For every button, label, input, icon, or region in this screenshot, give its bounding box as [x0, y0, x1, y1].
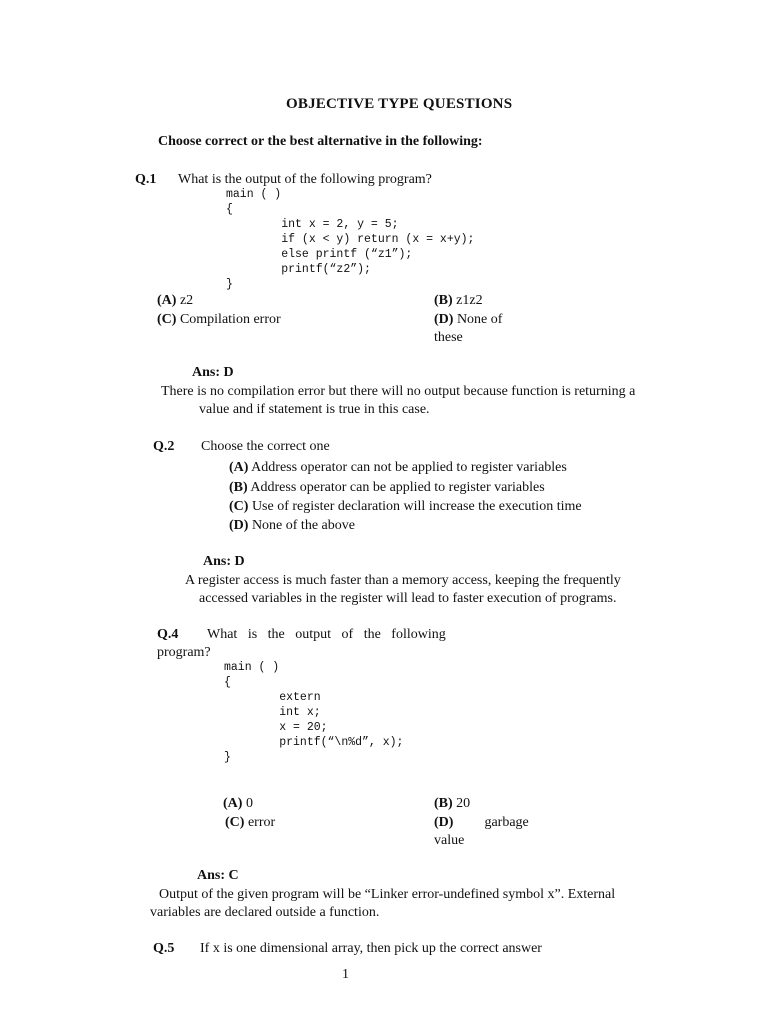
option-d — [434, 311, 502, 329]
option-label: (D) — [434, 312, 454, 327]
option-text: None of the above — [251, 518, 355, 533]
explanation: Output of the given program will be “Linker error-undefined symbol x”. External — [159, 887, 616, 902]
option-text: Compilation error — [179, 312, 281, 327]
option-label: (A) — [229, 460, 249, 475]
option-text-continued: value — [434, 833, 465, 848]
option-text: Address operator can be applied to register variables — [250, 480, 545, 495]
question-text: Choose the correct one — [201, 439, 330, 454]
question-label: Q.4 — [157, 627, 179, 642]
option-c — [229, 498, 582, 516]
question-text: What is the output of the following — [207, 627, 446, 642]
option-label: (C) — [229, 499, 249, 514]
option-text: z1z2 — [456, 293, 483, 308]
option-label: (C) — [225, 815, 245, 830]
answer-label: Ans: D — [192, 365, 234, 380]
option-text: z2 — [179, 293, 194, 308]
explanation: There is no compilation error but there will no output because function is returning a — [161, 384, 636, 399]
option-d — [229, 517, 355, 535]
question-text: What is the output of the following program? — [178, 172, 432, 187]
option-c — [225, 814, 275, 832]
option-b — [434, 795, 470, 813]
option-label: (B) — [434, 796, 453, 811]
option-label: (A) — [223, 796, 243, 811]
option-text: Use of register declaration will increase the execution time — [251, 499, 582, 514]
option-text: error — [247, 815, 276, 830]
instruction: Choose correct or the best alternative in the following: — [158, 134, 483, 149]
question-label: Q.1 — [135, 172, 157, 187]
option-text: garbage — [484, 815, 529, 830]
option-label: (A) — [157, 293, 177, 308]
option-a — [229, 459, 567, 477]
option-text: 20 — [456, 796, 471, 811]
question-label: Q.2 — [153, 439, 175, 454]
option-b — [434, 292, 483, 310]
explanation: accessed variables in the register will lead to faster execution of programs. — [199, 591, 617, 606]
answer-label: Ans: D — [203, 554, 245, 569]
option-text: Address operator can not be applied to register variables — [251, 460, 567, 475]
question-text: If x is one dimensional array, then pick up the correct answer — [200, 941, 542, 956]
explanation: A register access is much faster than a memory access, keeping the frequently — [185, 573, 621, 588]
option-d — [434, 814, 529, 832]
explanation: value and if statement is true in this case. — [199, 402, 430, 417]
option-text: None of — [456, 312, 503, 327]
option-text-continued: these — [434, 330, 463, 345]
option-a — [223, 795, 253, 813]
page-title: OBJECTIVE TYPE QUESTIONS — [286, 96, 513, 112]
option-b — [229, 479, 545, 497]
option-label: (D) — [229, 518, 249, 533]
code-block: main ( ) { extern int x; x = 20; printf(“\n%d”, x); } — [224, 661, 404, 764]
option-a — [157, 292, 193, 310]
code-block: main ( ) { int x = 2, y = 5; if (x < y) return (x = x+y); else printf (“z1”); printf(“z2”); } — [226, 188, 475, 291]
option-text: 0 — [245, 796, 253, 811]
explanation: variables are declared outside a function. — [150, 905, 380, 920]
option-label: (C) — [157, 312, 177, 327]
answer-label: Ans: C — [197, 868, 239, 883]
option-label: (B) — [434, 293, 453, 308]
option-label: (B) — [229, 480, 248, 495]
question-label: Q.5 — [153, 941, 175, 956]
question-text-continued: program? — [157, 645, 211, 660]
option-label: (D) — [434, 815, 454, 830]
option-c — [157, 311, 281, 329]
page-number: 1 — [342, 967, 349, 982]
